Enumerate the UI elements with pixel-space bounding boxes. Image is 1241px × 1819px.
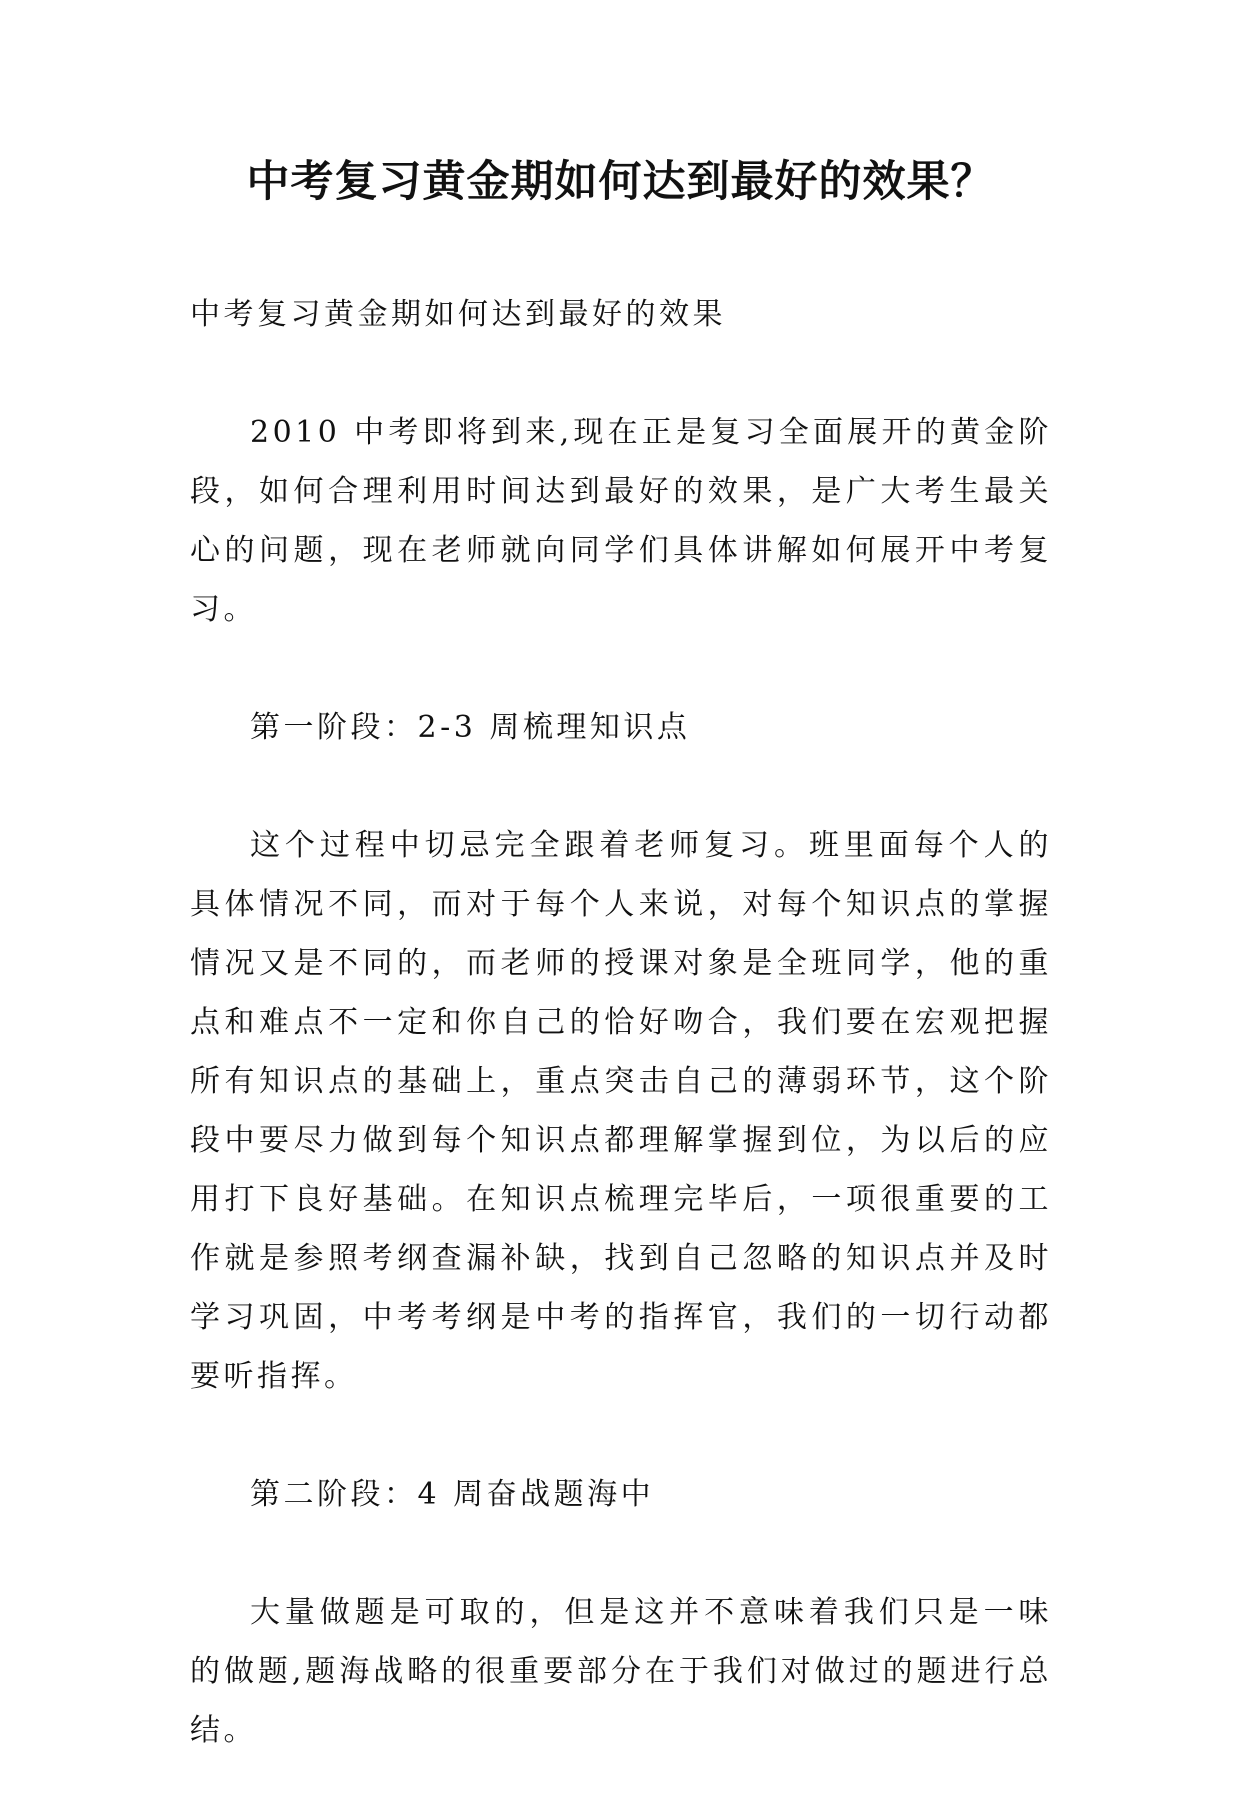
stage-one-paragraph: 这个过程中切忌完全跟着老师复习。班里面每个人的具体情况不同，而对于每个人来说，对每个知识点的掌握情况又是不同的，而老师的授课对象是全班同学，他的重点和难点不一定和你自己的恰好吻合，我们要在宏观把握所有知识点的基础上，重点突击自己的薄弱环节，这个阶段中要尽力做到每个知识点都理解掌握到位，为以后的应用打下良好基础。在知识点梳理完毕后，一项很重要的工作就是参照考纲查漏补缺，找到自己忽略的知识点并及时学习巩固，中考考纲是中考的指挥官，我们的一切行动都要听指挥。 [190,828,1052,1394]
stage-two-heading: 第二阶段：4 周奋战题海中 [250,1477,655,1512]
intro-paragraph: 2010 中考即将到来,现在正是复习全面展开的黄金阶段，如何合理利用时间达到最好的效果，是广大考生最关心的问题，现在老师就向同学们具体讲解如何展开中考复习。 [190,415,1052,627]
document-title: 中考复习黄金期如何达到最好的效果？ [246,157,995,207]
stage-one-heading: 第一阶段：2-3 周梳理知识点 [250,710,691,745]
document-subtitle: 中考复习黄金期如何达到最好的效果 [190,297,726,332]
stage-two-paragraph: 大量做题是可取的，但是这并不意味着我们只是一味的做题,题海战略的很重要部分在于我们对做过的题进行总结。 [190,1595,1052,1748]
document-body [190,285,1052,1819]
